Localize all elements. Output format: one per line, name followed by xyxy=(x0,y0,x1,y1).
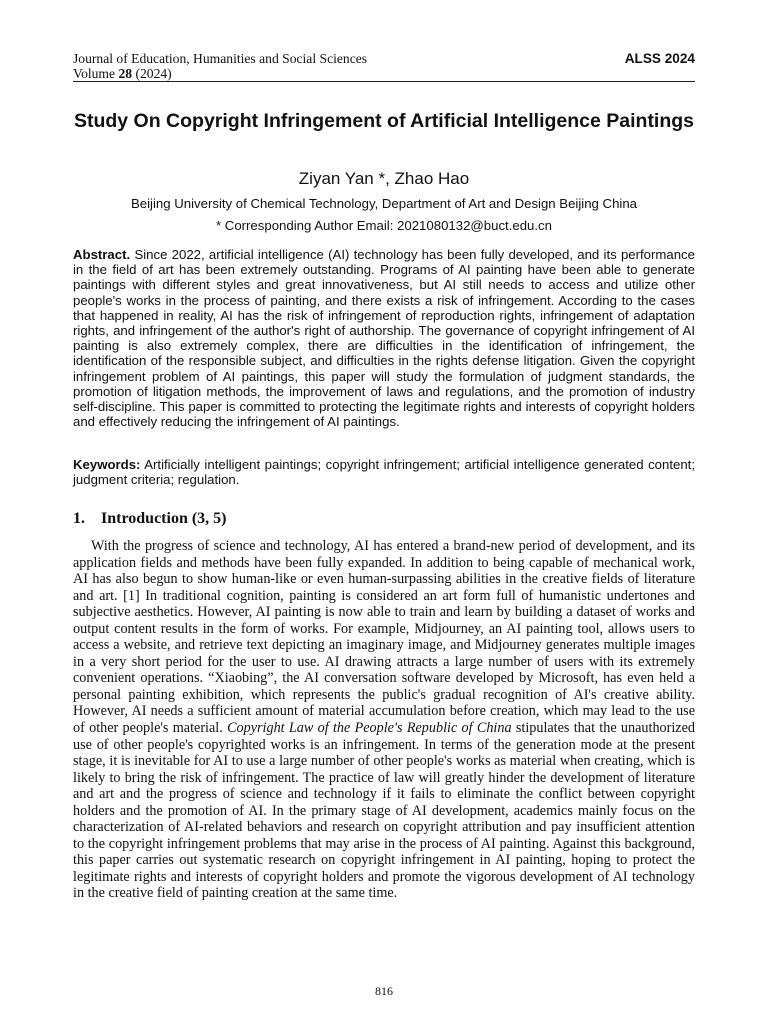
paper-title: Study On Copyright Infringement of Artificial Intelligence Paintings xyxy=(73,110,695,132)
keywords xyxy=(73,457,695,487)
header-rule xyxy=(73,81,695,82)
section-heading xyxy=(73,510,695,528)
abstract-label: Abstract. xyxy=(73,247,131,262)
authors: Ziyan Yan *, Zhao Hao xyxy=(298,169,470,188)
volume-year: (2024) xyxy=(135,66,172,81)
volume-label: Volume xyxy=(73,66,116,81)
running-header xyxy=(73,51,695,81)
abstract-text: Since 2022, artificial intelligence (AI) technology has been fully developed, and its performance in the field of art has been extremely outstanding. Programs of AI painting have been able to generate paintings with different styles and great innovativeness, but AI still needs to access and utilize other people's works in the process of painting, and there exists a risk of infringement. According to the cases that happened in reality, AI has the risk of infringement of reproduction rights, infringement of adaptation rights, and infringement of the author's right of authorship. The governance of copyright infringement of AI painting is also extremely complex, there are difficulties in the identification of infringement, the identification of the responsible subject, and difficulties in the rights defense litigation. Given the copyright infringement problem of AI paintings, this paper will study the formulation of judgment standards, the promotion of litigation methods, the improvement of laws and regulations, and the promotion of industry self-discipline. This paper is committed to protecting the legitimate rights and interests of copyright holders and effectively reducing the infringement of AI paintings. xyxy=(73,247,695,430)
journal-name: Journal of Education, Humanities and Social Sciences xyxy=(73,51,368,66)
volume-number: 28 xyxy=(118,66,133,81)
abstract xyxy=(73,247,695,429)
section-number: 1. xyxy=(73,510,85,527)
keywords-label: Keywords: xyxy=(73,457,141,472)
keywords-text: Artificially intelligent paintings; copyright infringement; artificial intelligence generated content; judgment criteria; regulation. xyxy=(73,457,695,488)
page-number: 816 xyxy=(375,984,393,998)
body-text-part-2: stipulates that the unauthorized use of other people's copyrighted works is an infringement. In terms of the generation mode at the present stage, it is inevitable for AI to use a large number of other people's works as material when creating, which is likely to bring the risk of infringement. The practice of law will greatly hinder the development of literature and art and the progress of science and technology if it fails to eliminate the conflict between copyright holders and the promotion of AI. In the primary stage of AI development, academics mainly focus on the characterization of AI-related behaviors and research on copyright attribution and pay insufficient attention to the copyright infringement problems that may arise in the process of AI painting. Against this background, this paper carries out systematic research on copyright infringement in AI painting, hoping to protect the legitimate rights and interests of copyright holders and promote the vigorous development of AI technology in the creative field of painting creation at the same time. xyxy=(73,720,695,902)
body-paragraph xyxy=(73,538,695,902)
section-title: Introduction (3, 5) xyxy=(101,510,227,527)
conference-name: ALSS 2024 xyxy=(624,51,695,66)
law-title: Copyright Law of the People's Republic of China xyxy=(227,720,512,737)
affiliation: Beijing University of Chemical Technology, Department of Art and Design Beijing China xyxy=(130,196,638,211)
body-text-part-1: With the progress of science and technology, AI has entered a brand-new period of development, and its application fields and methods have been fully expanded. In addition to being capable of mechanical work, AI has also begun to show human-like or even human-surpassing abilities in the creative fields of literature and art. [1] In traditional cognition, painting is considered an art form full of humanistic undertones and subjective aesthetics. However, AI painting is now able to train and learn by building a dataset of works and output content results in the form of works. For example, Midjourney, an AI painting tool, allows users to access a website, and retrieve text depicting an imaginary image, and Midjourney generates multiple images in a very short period for the user to use. AI drawing attracts a large number of users with its extremely convenient operations. “Xiaobing”, the AI conversation software developed by Microsoft, has even held a personal painting exhibition, which represents the public's gradual recognition of AI's creative ability. However, AI needs a sufficient amount of material accumulation before creation, which may lead to the use of other people's material. xyxy=(73,538,695,737)
volume-line xyxy=(73,66,695,81)
corresponding-author: * Corresponding Author Email: 2021080132@buct.edu.cn xyxy=(216,218,552,233)
